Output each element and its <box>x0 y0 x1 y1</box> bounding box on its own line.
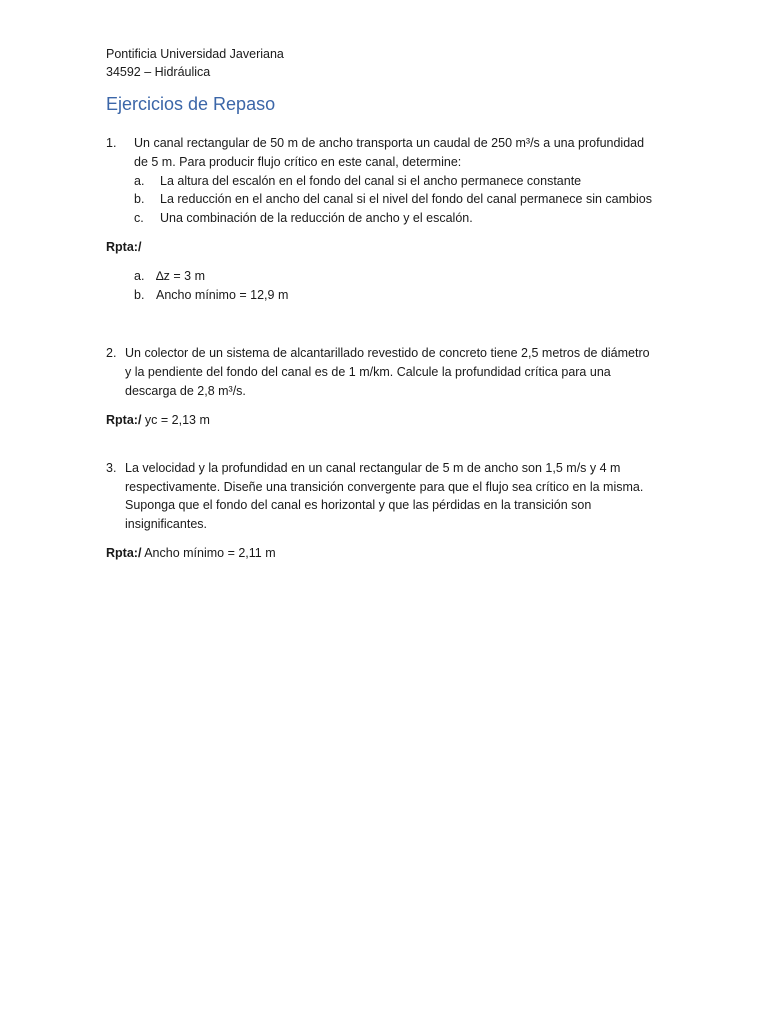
exercise-1-answer-a-marker: a. <box>134 269 145 283</box>
exercise-1-answer-label: Rpta:/ <box>106 240 142 254</box>
exercise-1-part-b-marker: b. <box>134 192 145 206</box>
page-title: Ejercicios de Repaso <box>106 94 276 114</box>
university-name: Pontificia Universidad Javeriana <box>106 47 284 61</box>
exercise-1-answer-b-marker: b. <box>134 288 145 302</box>
exercise-1-answer-a-text: ∆z = 3 m <box>156 269 205 283</box>
exercise-2-answer <box>106 411 210 429</box>
exercise-3-line-3: Suponga que el fondo del canal es horizontal y que las pérdidas en la transición son <box>125 498 592 512</box>
exercise-2-answer-text: yc = 2,13 m <box>141 413 210 427</box>
exercise-3-answer-label: Rpta:/ <box>106 546 142 560</box>
exercise-3-answer-text: Ancho mínimo = 2,11 m <box>141 546 276 560</box>
exercise-1-part-c-text: Una combinación de la reducción de ancho y el escalón. <box>160 211 473 225</box>
exercise-1-line-2: de 5 m. Para producir flujo crítico en este canal, determine: <box>134 155 462 169</box>
exercise-1-part-a-marker: a. <box>134 174 145 188</box>
exercise-2-line-1: Un colector de un sistema de alcantarillado revestido de concreto tiene 2,5 metros de diámetro <box>125 346 650 360</box>
exercise-3-answer <box>106 544 276 562</box>
exercise-1-line-1: Un canal rectangular de 50 m de ancho transporta un caudal de 250 m³/s a una profundidad <box>134 136 645 150</box>
exercise-2-line-3: descarga de 2,8 m³/s. <box>125 384 246 398</box>
exercise-3-line-1: La velocidad y la profundidad en un canal rectangular de 5 m de ancho son 1,5 m/s y 4 m <box>125 461 621 475</box>
exercise-3-line-2: respectivamente. Diseñe una transición convergente para que el flujo sea crítico en la misma. <box>125 480 644 494</box>
exercise-1-number: 1. <box>106 136 117 150</box>
course-code: 34592 – Hidráulica <box>106 65 211 79</box>
exercise-2-answer-label: Rpta:/ <box>106 413 142 427</box>
exercise-2-number: 2. <box>106 346 117 360</box>
exercise-1-part-c-marker: c. <box>134 211 144 225</box>
exercise-2-line-2: y la pendiente del fondo del canal es de 1 m/km. Calcule la profundidad crítica para una <box>125 365 611 379</box>
exercise-1-part-a-text: La altura del escalón en el fondo del canal si el ancho permanece constante <box>160 174 582 188</box>
exercise-3-number: 3. <box>106 461 117 475</box>
exercise-3-line-4: insignificantes. <box>125 517 207 531</box>
exercise-1-part-b-text: La reducción en el ancho del canal si el nivel del fondo del canal permanece sin cambios <box>160 192 652 206</box>
exercise-1-answer-b-text: Ancho mínimo = 12,9 m <box>156 288 289 302</box>
